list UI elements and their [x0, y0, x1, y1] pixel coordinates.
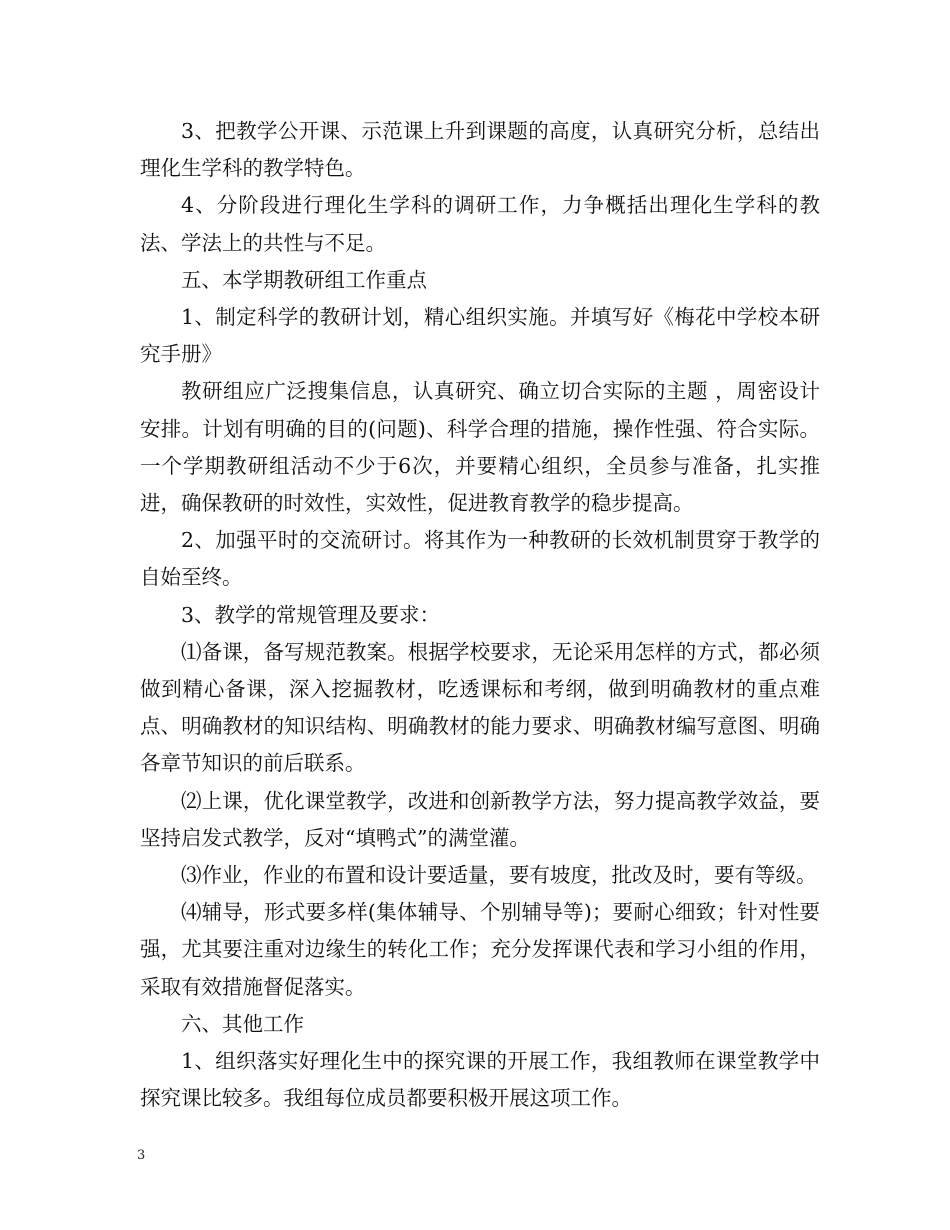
paragraph-item-1-plan: 1、制定科学的教研计划，精心组织实施。并填写好《梅花中学校本研究手册》 [140, 305, 820, 367]
body-text [140, 113, 820, 1117]
page-number: 3 [137, 1148, 146, 1163]
paragraph-lesson-prep: ⑴备课，备写规范教案。根据学校要求，无论采用怎样的方式，都必须做到精心备课，深入挖掘教材，吃透课标和考纲，做到明确教材的重点难点、明确教材的知识结构、明确教材的能力要求、明确教材编写意图、明确各章节知识的前后联系。 [140, 639, 820, 776]
paragraph-tutoring: ⑷辅导，形式要多样(集体辅导、个别辅导等)；要耐心细致；针对性要强，尤其要注重对边缘生的转化工作；充分发挥课代表和学习小组的作用，采取有效措施督促落实。 [140, 900, 820, 999]
paragraph-item-1-inquiry: 1、组织落实好理化生中的探究课的开展工作，我组教师在课堂教学中探究课比较多。我组每位成员都要积极开展这项工作。 [140, 1049, 820, 1111]
paragraph-item-4-research: 4、分阶段进行理化生学科的调研工作，力争概括出理化生学科的教法、学法上的共性与不足。 [140, 193, 820, 255]
paragraph-plan-details: 教研组应广泛搜集信息，认真研究、确立切合实际的主题 ，周密设计安排。计划有明确的目的(问题)、科学合理的措施，操作性强、符合实际。一个学期教研组活动不少于6次，并要精心组织，全员参与准备，扎实推进，确保教研的时效性，实效性，促进教育教学的稳步提高。 [140, 379, 820, 516]
section-heading-5: 五、本学期教研组工作重点 [181, 267, 427, 292]
paragraph-item-3-public-lessons: 3、把教学公开课、示范课上升到课题的高度，认真研究分析，总结出理化生学科的教学特色。 [140, 119, 820, 181]
paragraph-item-3-routine: 3、教学的常规管理及要求： [181, 602, 441, 627]
paragraph-teaching: ⑵上课，优化课堂教学，改进和创新教学方法，努力提高教学效益，要坚持启发式教学，反对“填鸭式”的满堂灌。 [140, 788, 820, 850]
section-heading-6: 六、其他工作 [181, 1011, 304, 1036]
paragraph-item-2-exchange: 2、加强平时的交流研讨。将其作为一种教研的长效机制贯穿于教学的自始至终。 [140, 528, 820, 590]
paragraph-homework: ⑶作业，作业的布置和设计要适量，要有坡度，批改及时，要有等级。 [181, 863, 817, 888]
